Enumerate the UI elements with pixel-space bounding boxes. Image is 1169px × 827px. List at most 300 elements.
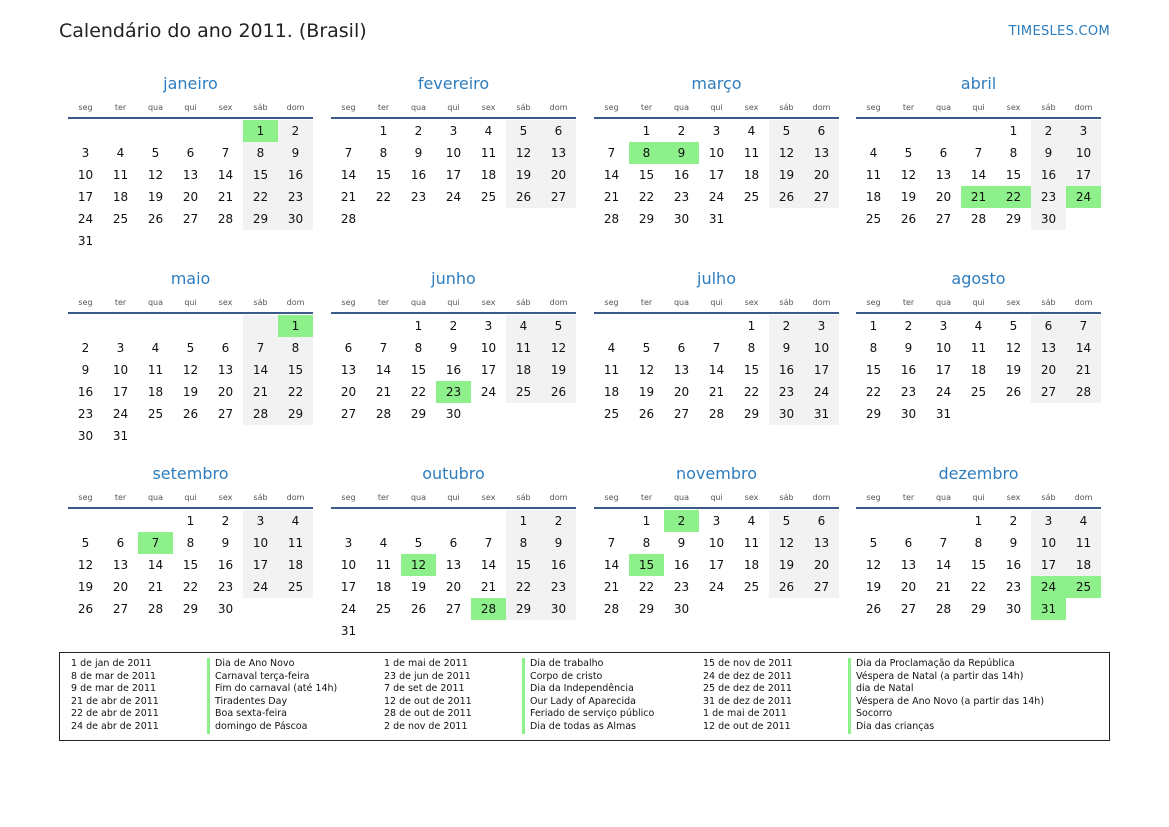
- day-cell[interactable]: 3: [1066, 120, 1101, 142]
- day-cell[interactable]: 20: [217, 385, 234, 399]
- day-cell[interactable]: 17: [935, 363, 952, 377]
- day-cell[interactable]: 2: [221, 514, 230, 528]
- day-cell[interactable]: 20: [340, 385, 357, 399]
- day-cell[interactable]: 5: [414, 536, 423, 550]
- day-cell[interactable]: 16: [217, 558, 234, 572]
- day-cell[interactable]: 16: [673, 168, 690, 182]
- day-cell[interactable]: 7: [1066, 315, 1101, 337]
- day-cell[interactable]: 5: [1009, 319, 1018, 333]
- day-cell[interactable]: 27: [1031, 381, 1066, 403]
- day-cell[interactable]: 25: [603, 407, 620, 421]
- day-cell[interactable]: 3: [116, 341, 125, 355]
- day-cell[interactable]: 29: [638, 602, 655, 616]
- day-cell[interactable]: 23: [1031, 186, 1066, 208]
- day-cell[interactable]: 6: [939, 146, 948, 160]
- day-cell[interactable]: 31: [708, 212, 725, 226]
- day-cell[interactable]: 29: [278, 403, 313, 425]
- day-cell[interactable]: 15: [375, 168, 392, 182]
- day-cell[interactable]: 26: [638, 407, 655, 421]
- day-cell[interactable]: 13: [445, 558, 462, 572]
- day-cell[interactable]: 10: [804, 337, 839, 359]
- day-cell[interactable]: 11: [603, 363, 620, 377]
- day-cell[interactable]: 9: [449, 341, 458, 355]
- day-cell[interactable]: 16: [445, 363, 462, 377]
- day-cell[interactable]: 11: [375, 558, 392, 572]
- day-cell[interactable]: 20: [804, 164, 839, 186]
- day-cell[interactable]: 5: [186, 341, 195, 355]
- day-cell[interactable]: 4: [1066, 510, 1101, 532]
- day-cell[interactable]: 25: [147, 407, 164, 421]
- day-cell[interactable]: 29: [865, 407, 882, 421]
- day-cell[interactable]: 11: [865, 168, 882, 182]
- day-cell[interactable]: 11: [147, 363, 164, 377]
- day-cell[interactable]: 4: [747, 514, 756, 528]
- day-cell[interactable]: 22: [638, 580, 655, 594]
- day-cell[interactable]: 11: [112, 168, 129, 182]
- day-cell[interactable]: 19: [638, 385, 655, 399]
- day-cell[interactable]: 20: [445, 580, 462, 594]
- day-cell[interactable]: 15: [243, 164, 278, 186]
- day-cell[interactable]: 9: [541, 532, 576, 554]
- day-cell[interactable]: 24: [935, 385, 952, 399]
- day-cell[interactable]: 21: [603, 190, 620, 204]
- day-cell[interactable]: 7: [221, 146, 230, 160]
- day-cell[interactable]: 17: [243, 554, 278, 576]
- day-cell[interactable]: 19: [541, 359, 576, 381]
- day-cell[interactable]: 20: [541, 164, 576, 186]
- day-cell[interactable]: 26: [541, 381, 576, 403]
- day-cell[interactable]: 2: [677, 124, 686, 138]
- day-cell[interactable]: 18: [603, 385, 620, 399]
- day-cell[interactable]: 31: [1031, 598, 1066, 620]
- day-cell[interactable]: 7: [939, 536, 948, 550]
- day-cell[interactable]: 17: [708, 558, 725, 572]
- day-cell[interactable]: 28: [935, 602, 952, 616]
- day-cell[interactable]: 27: [541, 186, 576, 208]
- day-cell[interactable]: 9: [221, 536, 230, 550]
- day-cell[interactable]: 20: [804, 554, 839, 576]
- day-cell[interactable]: 26: [1005, 385, 1022, 399]
- day-cell[interactable]: 5: [769, 120, 804, 142]
- day-cell[interactable]: 20: [673, 385, 690, 399]
- day-cell[interactable]: 13: [804, 142, 839, 164]
- day-cell[interactable]: 8: [642, 536, 651, 550]
- day-cell[interactable]: 22: [743, 385, 760, 399]
- day-cell[interactable]: 21: [340, 190, 357, 204]
- day-cell[interactable]: 3: [712, 514, 721, 528]
- day-cell[interactable]: 14: [375, 363, 392, 377]
- day-cell[interactable]: 4: [379, 536, 388, 550]
- day-cell[interactable]: 30: [1031, 208, 1066, 230]
- day-cell[interactable]: 19: [865, 580, 882, 594]
- day-cell[interactable]: 1: [869, 319, 878, 333]
- day-cell[interactable]: 25: [865, 212, 882, 226]
- day-cell[interactable]: 9: [1009, 536, 1018, 550]
- day-cell[interactable]: 28: [708, 407, 725, 421]
- day-cell[interactable]: 2: [769, 315, 804, 337]
- day-cell[interactable]: 23: [278, 186, 313, 208]
- day-cell[interactable]: 16: [541, 554, 576, 576]
- day-cell[interactable]: 7: [974, 146, 983, 160]
- day-cell[interactable]: 5: [904, 146, 913, 160]
- day-cell[interactable]: 8: [278, 337, 313, 359]
- day-cell[interactable]: 15: [638, 168, 655, 182]
- day-cell[interactable]: 7: [484, 536, 493, 550]
- day-cell[interactable]: 1: [1009, 124, 1018, 138]
- day-cell[interactable]: 3: [939, 319, 948, 333]
- day-cell[interactable]: 30: [445, 407, 462, 421]
- day-cell[interactable]: 31: [340, 624, 357, 638]
- day-cell[interactable]: 25: [278, 576, 313, 598]
- day-cell[interactable]: 27: [112, 602, 129, 616]
- day-cell[interactable]: 4: [116, 146, 125, 160]
- day-cell[interactable]: 13: [112, 558, 129, 572]
- day-cell[interactable]: 1: [974, 514, 983, 528]
- day-cell[interactable]: 14: [603, 558, 620, 572]
- day-cell[interactable]: 11: [506, 337, 541, 359]
- day-cell[interactable]: 11: [1066, 532, 1101, 554]
- day-cell[interactable]: 4: [506, 315, 541, 337]
- day-cell[interactable]: 5: [541, 315, 576, 337]
- day-cell[interactable]: 8: [243, 142, 278, 164]
- day-cell[interactable]: 23: [436, 381, 471, 403]
- day-cell[interactable]: 30: [217, 602, 234, 616]
- day-cell[interactable]: 6: [186, 146, 195, 160]
- day-cell[interactable]: 20: [935, 190, 952, 204]
- day-cell[interactable]: 5: [151, 146, 160, 160]
- day-cell[interactable]: 22: [996, 186, 1031, 208]
- day-cell[interactable]: 19: [769, 554, 804, 576]
- day-cell[interactable]: 8: [747, 341, 756, 355]
- day-cell[interactable]: 28: [375, 407, 392, 421]
- day-cell[interactable]: 4: [484, 124, 493, 138]
- day-cell[interactable]: 7: [607, 146, 616, 160]
- day-cell[interactable]: 13: [182, 168, 199, 182]
- day-cell[interactable]: 15: [182, 558, 199, 572]
- day-cell[interactable]: 2: [278, 120, 313, 142]
- day-cell[interactable]: 16: [769, 359, 804, 381]
- day-cell[interactable]: 31: [935, 407, 952, 421]
- day-cell[interactable]: 24: [708, 190, 725, 204]
- day-cell[interactable]: 7: [243, 337, 278, 359]
- day-cell[interactable]: 4: [747, 124, 756, 138]
- day-cell[interactable]: 10: [708, 536, 725, 550]
- day-cell[interactable]: 10: [243, 532, 278, 554]
- day-cell[interactable]: 25: [743, 580, 760, 594]
- day-cell[interactable]: 10: [480, 341, 497, 355]
- day-cell[interactable]: 14: [1066, 337, 1101, 359]
- day-cell[interactable]: 25: [480, 190, 497, 204]
- day-cell[interactable]: 24: [243, 576, 278, 598]
- day-cell[interactable]: 25: [112, 212, 129, 226]
- day-cell[interactable]: 30: [900, 407, 917, 421]
- day-cell[interactable]: 14: [340, 168, 357, 182]
- day-cell[interactable]: 13: [804, 532, 839, 554]
- day-cell[interactable]: 25: [1066, 576, 1101, 598]
- day-cell[interactable]: 12: [77, 558, 94, 572]
- day-cell[interactable]: 3: [1031, 510, 1066, 532]
- day-cell[interactable]: 28: [603, 602, 620, 616]
- day-cell[interactable]: 12: [541, 337, 576, 359]
- day-cell[interactable]: 2: [1031, 120, 1066, 142]
- day-cell[interactable]: 4: [869, 146, 878, 160]
- day-cell[interactable]: 24: [445, 190, 462, 204]
- day-cell[interactable]: 29: [1005, 212, 1022, 226]
- day-cell[interactable]: 27: [804, 576, 839, 598]
- day-cell[interactable]: 17: [445, 168, 462, 182]
- day-cell[interactable]: 4: [607, 341, 616, 355]
- day-cell[interactable]: 12: [865, 558, 882, 572]
- day-cell[interactable]: 21: [147, 580, 164, 594]
- day-cell[interactable]: 2: [81, 341, 90, 355]
- day-cell[interactable]: 26: [865, 602, 882, 616]
- day-cell[interactable]: 30: [77, 429, 94, 443]
- day-cell[interactable]: 27: [935, 212, 952, 226]
- day-cell[interactable]: 16: [1005, 558, 1022, 572]
- day-cell[interactable]: 17: [480, 363, 497, 377]
- day-cell[interactable]: 10: [1066, 142, 1101, 164]
- day-cell[interactable]: 16: [410, 168, 427, 182]
- day-cell[interactable]: 2: [449, 319, 458, 333]
- day-cell[interactable]: 6: [804, 510, 839, 532]
- day-cell[interactable]: 11: [970, 341, 987, 355]
- day-cell[interactable]: 3: [804, 315, 839, 337]
- day-cell[interactable]: 17: [112, 385, 129, 399]
- day-cell[interactable]: 8: [379, 146, 388, 160]
- day-cell[interactable]: 1: [642, 124, 651, 138]
- day-cell[interactable]: 19: [1005, 363, 1022, 377]
- day-cell[interactable]: 25: [375, 602, 392, 616]
- day-cell[interactable]: 1: [186, 514, 195, 528]
- day-cell[interactable]: 10: [935, 341, 952, 355]
- day-cell[interactable]: 31: [804, 403, 839, 425]
- day-cell[interactable]: 23: [217, 580, 234, 594]
- day-cell[interactable]: 9: [278, 142, 313, 164]
- day-cell[interactable]: 24: [77, 212, 94, 226]
- day-cell[interactable]: 22: [278, 381, 313, 403]
- day-cell[interactable]: 23: [77, 407, 94, 421]
- day-cell[interactable]: 23: [673, 580, 690, 594]
- day-cell[interactable]: 3: [712, 124, 721, 138]
- day-cell[interactable]: 13: [217, 363, 234, 377]
- day-cell[interactable]: 15: [278, 359, 313, 381]
- day-cell[interactable]: 22: [865, 385, 882, 399]
- day-cell[interactable]: 22: [970, 580, 987, 594]
- day-cell[interactable]: 22: [506, 576, 541, 598]
- day-cell[interactable]: 10: [340, 558, 357, 572]
- day-cell[interactable]: 28: [471, 598, 506, 620]
- day-cell[interactable]: 1: [243, 120, 278, 142]
- day-cell[interactable]: 5: [869, 536, 878, 550]
- day-cell[interactable]: 8: [869, 341, 878, 355]
- day-cell[interactable]: 14: [603, 168, 620, 182]
- day-cell[interactable]: 26: [410, 602, 427, 616]
- day-cell[interactable]: 24: [340, 602, 357, 616]
- day-cell[interactable]: 28: [603, 212, 620, 226]
- day-cell[interactable]: 11: [278, 532, 313, 554]
- day-cell[interactable]: 1: [414, 319, 423, 333]
- day-cell[interactable]: 12: [769, 532, 804, 554]
- day-cell[interactable]: 29: [182, 602, 199, 616]
- day-cell[interactable]: 8: [974, 536, 983, 550]
- day-cell[interactable]: 21: [935, 580, 952, 594]
- day-cell[interactable]: 14: [970, 168, 987, 182]
- day-cell[interactable]: 28: [970, 212, 987, 226]
- day-cell[interactable]: 12: [1005, 341, 1022, 355]
- day-cell[interactable]: 6: [677, 341, 686, 355]
- day-cell[interactable]: 14: [935, 558, 952, 572]
- day-cell[interactable]: 9: [1031, 142, 1066, 164]
- day-cell[interactable]: 15: [1005, 168, 1022, 182]
- day-cell[interactable]: 16: [77, 385, 94, 399]
- day-cell[interactable]: 2: [664, 510, 699, 532]
- day-cell[interactable]: 18: [278, 554, 313, 576]
- day-cell[interactable]: 20: [182, 190, 199, 204]
- day-cell[interactable]: 13: [1031, 337, 1066, 359]
- day-cell[interactable]: 10: [445, 146, 462, 160]
- day-cell[interactable]: 1: [278, 315, 313, 337]
- day-cell[interactable]: 30: [673, 212, 690, 226]
- day-cell[interactable]: 21: [375, 385, 392, 399]
- day-cell[interactable]: 2: [904, 319, 913, 333]
- day-cell[interactable]: 3: [81, 146, 90, 160]
- day-cell[interactable]: 23: [410, 190, 427, 204]
- day-cell[interactable]: 13: [900, 558, 917, 572]
- day-cell[interactable]: 5: [769, 510, 804, 532]
- day-cell[interactable]: 21: [603, 580, 620, 594]
- day-cell[interactable]: 10: [708, 146, 725, 160]
- day-cell[interactable]: 19: [410, 580, 427, 594]
- day-cell[interactable]: 30: [769, 403, 804, 425]
- day-cell[interactable]: 1: [506, 510, 541, 532]
- day-cell[interactable]: 6: [344, 341, 353, 355]
- day-cell[interactable]: 25: [743, 190, 760, 204]
- day-cell[interactable]: 18: [970, 363, 987, 377]
- day-cell[interactable]: 19: [147, 190, 164, 204]
- day-cell[interactable]: 27: [673, 407, 690, 421]
- day-cell[interactable]: 8: [629, 142, 664, 164]
- day-cell[interactable]: 6: [221, 341, 230, 355]
- day-cell[interactable]: 9: [769, 337, 804, 359]
- day-cell[interactable]: 6: [541, 120, 576, 142]
- day-cell[interactable]: 29: [243, 208, 278, 230]
- day-cell[interactable]: 1: [379, 124, 388, 138]
- day-cell[interactable]: 10: [112, 363, 129, 377]
- day-cell[interactable]: 16: [278, 164, 313, 186]
- day-cell[interactable]: 16: [673, 558, 690, 572]
- day-cell[interactable]: 14: [708, 363, 725, 377]
- day-cell[interactable]: 27: [445, 602, 462, 616]
- day-cell[interactable]: 13: [935, 168, 952, 182]
- day-cell[interactable]: 26: [77, 602, 94, 616]
- day-cell[interactable]: 17: [1031, 554, 1066, 576]
- day-cell[interactable]: 18: [743, 558, 760, 572]
- day-cell[interactable]: 10: [77, 168, 94, 182]
- day-cell[interactable]: 20: [1031, 359, 1066, 381]
- day-cell[interactable]: 22: [243, 186, 278, 208]
- day-cell[interactable]: 16: [1031, 164, 1066, 186]
- day-cell[interactable]: 14: [480, 558, 497, 572]
- day-cell[interactable]: 7: [379, 341, 388, 355]
- day-cell[interactable]: 14: [243, 359, 278, 381]
- day-cell[interactable]: 25: [506, 381, 541, 403]
- day-cell[interactable]: 9: [904, 341, 913, 355]
- day-cell[interactable]: 5: [642, 341, 651, 355]
- day-cell[interactable]: 8: [506, 532, 541, 554]
- day-cell[interactable]: 22: [375, 190, 392, 204]
- day-cell[interactable]: 29: [970, 602, 987, 616]
- day-cell[interactable]: 7: [138, 532, 173, 554]
- day-cell[interactable]: 12: [401, 554, 436, 576]
- day-cell[interactable]: 3: [449, 124, 458, 138]
- day-cell[interactable]: 15: [743, 363, 760, 377]
- brand-link[interactable]: TIMESLES.COM: [1008, 24, 1110, 39]
- day-cell[interactable]: 8: [186, 536, 195, 550]
- day-cell[interactable]: 23: [900, 385, 917, 399]
- day-cell[interactable]: 13: [541, 142, 576, 164]
- day-cell[interactable]: 15: [970, 558, 987, 572]
- day-cell[interactable]: 2: [1009, 514, 1018, 528]
- day-cell[interactable]: 29: [410, 407, 427, 421]
- day-cell[interactable]: 4: [151, 341, 160, 355]
- day-cell[interactable]: 21: [217, 190, 234, 204]
- day-cell[interactable]: 4: [278, 510, 313, 532]
- day-cell[interactable]: 7: [607, 536, 616, 550]
- day-cell[interactable]: 27: [182, 212, 199, 226]
- day-cell[interactable]: 9: [414, 146, 423, 160]
- day-cell[interactable]: 24: [1031, 576, 1066, 598]
- day-cell[interactable]: 12: [182, 363, 199, 377]
- day-cell[interactable]: 9: [81, 363, 90, 377]
- day-cell[interactable]: 25: [970, 385, 987, 399]
- day-cell[interactable]: 30: [541, 598, 576, 620]
- day-cell[interactable]: 29: [743, 407, 760, 421]
- day-cell[interactable]: 16: [900, 363, 917, 377]
- day-cell[interactable]: 13: [673, 363, 690, 377]
- day-cell[interactable]: 17: [804, 359, 839, 381]
- day-cell[interactable]: 31: [77, 234, 94, 248]
- day-cell[interactable]: 14: [147, 558, 164, 572]
- day-cell[interactable]: 5: [506, 120, 541, 142]
- day-cell[interactable]: 18: [112, 190, 129, 204]
- day-cell[interactable]: 7: [712, 341, 721, 355]
- day-cell[interactable]: 1: [642, 514, 651, 528]
- day-cell[interactable]: 19: [769, 164, 804, 186]
- day-cell[interactable]: 17: [1066, 164, 1101, 186]
- day-cell[interactable]: 11: [480, 146, 497, 160]
- day-cell[interactable]: 29: [506, 598, 541, 620]
- day-cell[interactable]: 12: [638, 363, 655, 377]
- day-cell[interactable]: 31: [112, 429, 129, 443]
- day-cell[interactable]: 21: [961, 186, 996, 208]
- day-cell[interactable]: 23: [769, 381, 804, 403]
- day-cell[interactable]: 21: [1066, 359, 1101, 381]
- day-cell[interactable]: 29: [638, 212, 655, 226]
- day-cell[interactable]: 19: [182, 385, 199, 399]
- day-cell[interactable]: 26: [182, 407, 199, 421]
- day-cell[interactable]: 7: [344, 146, 353, 160]
- day-cell[interactable]: 21: [243, 381, 278, 403]
- day-cell[interactable]: 6: [1031, 315, 1066, 337]
- day-cell[interactable]: 9: [677, 536, 686, 550]
- day-cell[interactable]: 11: [743, 146, 760, 160]
- day-cell[interactable]: 24: [480, 385, 497, 399]
- day-cell[interactable]: 15: [629, 554, 664, 576]
- day-cell[interactable]: 30: [1005, 602, 1022, 616]
- day-cell[interactable]: 6: [116, 536, 125, 550]
- day-cell[interactable]: 28: [340, 212, 357, 226]
- day-cell[interactable]: 22: [638, 190, 655, 204]
